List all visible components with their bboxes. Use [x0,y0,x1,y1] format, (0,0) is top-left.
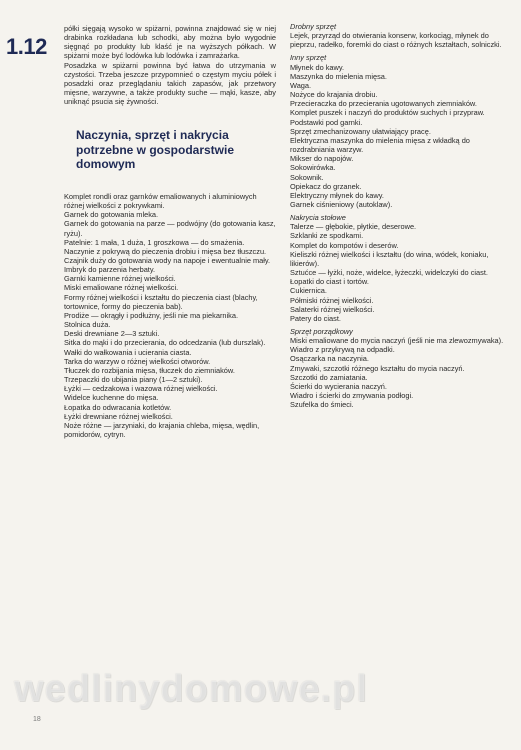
list-item: Szklanki ze spodkami. [290,231,364,241]
list-item: Talerze — głębokie, płytkie, deserowe. [290,222,417,232]
list-item: Młynek do kawy. [290,62,345,72]
list-item: Salaterki różnej wielkości. [290,304,375,314]
group-title: Inny sprzęt [290,53,327,63]
list-item: Tarka do warzyw o różnej wielkości otworów. [64,356,211,366]
list-item: Patery do ciast. [290,313,341,323]
list-item: Czajnik duży do gotowania wody na napoje i ewentualnie mały. [64,256,271,265]
list-item: Miski emaliowane do mycia naczyń (jeśli nie ma zlewozmywaka). [290,336,504,346]
list-item: Elektryczny młynek do kawy. [290,190,384,200]
group-title: Sprzęt porządkowy [290,327,353,336]
list-item: Kieliszki różnej wielkości i kształtu (do wina, wódek, koniaku, likierów). [290,249,489,268]
list-item: Łyżki drewniane różnej wielkości. [64,411,173,421]
intro-paragraph-2: Posadzka w spiżarni powinna być łatwa do utrzymania w czystości. Trzeba jeszcze przypomnieć o częstym myciu półek i posadzki oraz przeglądaniu takich zapasów, jak przetwory mięsne, warzywne, a także produkty suche — mąki, kasze, aby uniknąć psucia się żywności. [64,60,276,107]
list-item: Wałki do wałkowania i ucierania ciasta. [64,347,192,357]
list-item: Garnek ciśnieniowy (autoklaw). [290,199,393,209]
list-item: Maszynka do mielenia mięsa. [290,71,387,81]
list-item: Przecieraczka do przecierania ugotowanych ziemniaków. [290,99,477,109]
list-item: Noże różne — jarzyniaki, do krajania chleba, mięsa, wędlin, pomidorów, cytryn. [64,420,260,439]
list-item: Imbryk do parzenia herbaty. [64,265,156,275]
list-item: Szufelka do śmieci. [290,400,354,410]
list-item: Łopatka do odwracania kotletów. [64,402,172,412]
list-item: Garnek do gotowania na parze — podwójny (do gotowania kasz, ryżu). [64,219,276,238]
list-item: Osączarka na naczynia. [290,354,369,364]
group-small-equipment [290,22,506,49]
list-item: Łopatki do ciast i tortów. [290,277,369,287]
list-item: Tłuczek do rozbijania mięsa, tłuczek do ziemniaków. [64,365,235,375]
footer-page-number: 18 [33,716,41,723]
list-item: Stolnica duża. [64,320,111,330]
cookware-list [64,192,276,439]
list-item: Cukiernica. [290,286,327,296]
list-item: Komplet rondli oraz garnków emaliowanych i aluminiowych różnej wielkości z pokrywkami. [64,191,257,211]
list-item: Podstawki pod garnki. [290,117,363,127]
list-item: Deski drewniane 2—3 sztuki. [64,329,160,339]
group-other-equipment [290,53,506,209]
list-item: Naczynie z pokrywą do pieczenia drobiu i mięsa bez tłuszczu. [64,246,267,256]
intro-paragraph-1: półki sięgają wysoko w spiżarni, powinna znajdować się w niej drabinka rozkładana lub schodki, aby można było wygodnie sięgnąć po produkty lub klaść je na wyższych półkach. W spiżarni może być lodówka lub lodówka i zamrażarka. [64,24,276,61]
list-item: Sokownik. [290,172,324,182]
right-column [290,22,506,413]
list-item: Elektryczna maszynka do mielenia mięsa z wkładką do rozdrabniania warzyw. [290,135,470,155]
group-tableware [290,213,506,323]
group-title: Drobny sprzęt [290,22,337,31]
group-cleaning-equipment [290,327,506,409]
left-column [64,24,276,439]
list-item: Trzepaczki do ubijania piany (1—2 sztuki). [64,375,203,385]
list-item: Półmiski różnej wielkości. [290,295,374,305]
list-item: Opiekacz do grzanek. [290,181,362,191]
page-number: 1.12 [6,34,47,59]
list-item: Szczotki do zamiatania. [290,372,368,382]
list-item: Garnki kamienne różnej wielkości. [64,274,176,284]
list-item: Łyżki — cedzakowa i wazowa różnej wielkości. [64,384,218,394]
section-heading: Naczynia, sprzęt i nakrycia potrzebne w gospodarstwie domowym [76,128,235,172]
list-item: Nożyce do krajania drobiu. [290,90,378,100]
list-item: Mikser do napojów. [290,154,354,164]
list-item: Sokowirówka. [290,163,336,173]
list-item: Ścierki do wycierania naczyń. [290,381,387,391]
list-item: Formy różnej wielkości i kształtu do pieczenia ciast (blachy, tortownice, formy do pieczenia bab). [64,292,258,311]
list-item: Waga. [290,80,312,90]
list-item: Komplet do kompotów i deserów. [290,240,399,250]
list-item: Miski emaliowane różnej wielkości. [64,283,179,293]
list-item: Patelnie: 1 mała, 1 duża, 1 groszkowa — do smażenia. [64,237,245,247]
watermark: wedlinydomowe.pl [14,668,368,710]
list-item: Sprzęt zmechanizowany ułatwiający pracę. [290,126,431,136]
list-item: Zmywaki, szczotki różnego kształtu do mycia naczyń. [290,363,465,373]
list-item: Sitka do mąki i do przecierania, do odcedzania (lub durszlak). [64,338,266,348]
list-item: Widelce kuchenne do mięsa. [64,393,159,403]
list-item: Komplet puszek i naczyń do produktów suchych i przypraw. [290,108,485,118]
list-item: Wiadro i ścierki do zmywania podłogi. [290,391,414,401]
list-item: Lejek, przyrząd do otwierania konserw, korkociąg, młynek do pieprzu, radełko, foremki do ciast o różnych kształtach, solniczki. [290,31,502,50]
list-item: Sztućce — łyżki, noże, widelce, łyżeczki, widelczyki do ciast. [290,268,488,278]
list-item: Prodiże — okrągły i podłużny, jeśli nie ma piekarnika. [64,310,239,320]
list-item: Wiadro z przykrywą na odpadki. [290,345,395,355]
list-item: Garnek do gotowania mleka. [64,210,159,220]
group-title: Nakrycia stołowe [290,213,346,223]
